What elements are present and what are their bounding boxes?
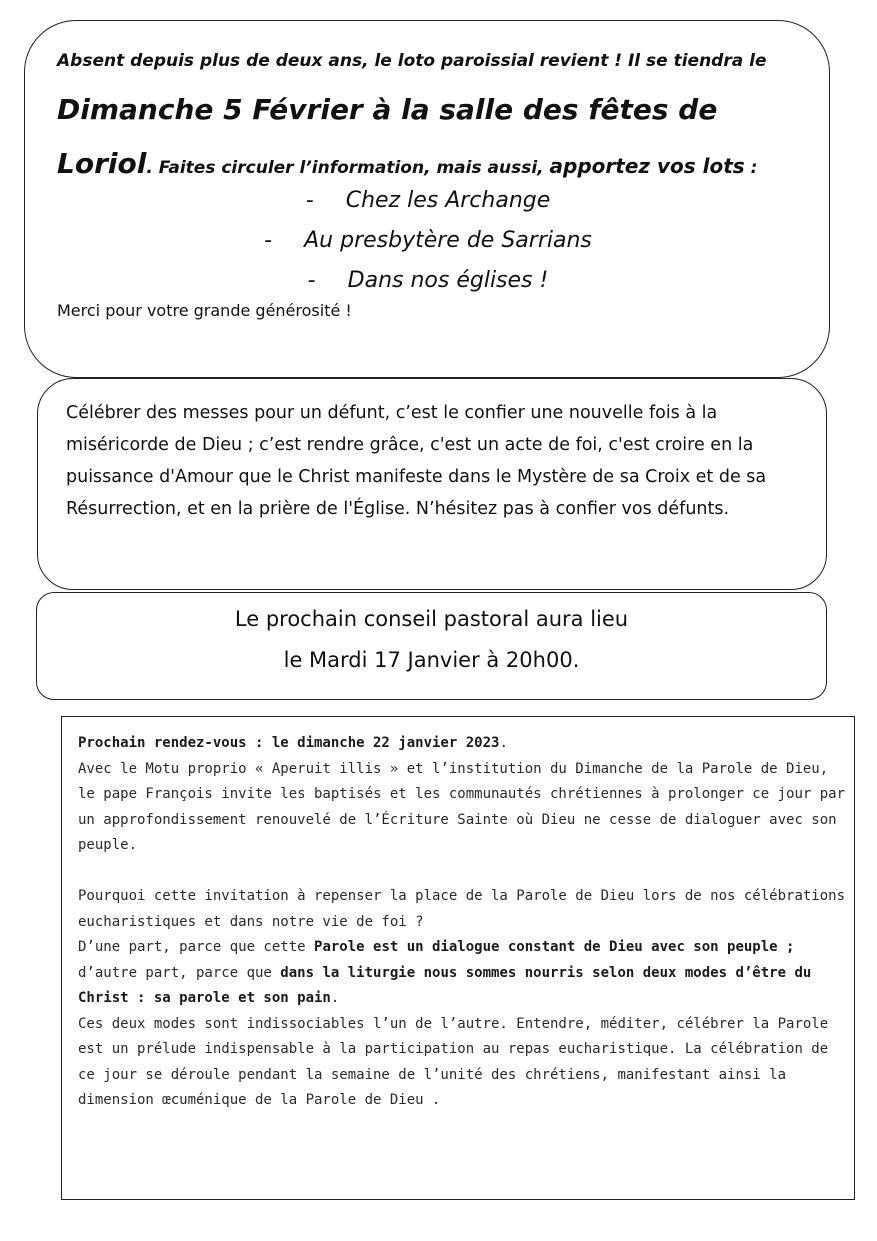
loto-thanks: Merci pour votre grande générosité !	[57, 301, 352, 320]
messes-text: Célébrer des messes pour un défunt, c’est le confier une nouvelle fois à la miséricorde de Dieu ; c’est rendre grâce, c'est un acte de foi, c'est croire en la puissance d'Amour que le Christ manifeste dans le Mystère de sa Croix et de sa Résurrection, et en la prière de l'Église. N’hésitez pas à confier vos défunts.	[66, 403, 767, 519]
loto-places-list	[25, 181, 831, 301]
rendez-vous-answer-2: d’autre part, parce que dans la liturgie nous sommes nourris selon deux modes d’être du Christ : sa parole et son pain.	[78, 964, 812, 1006]
rendez-vous-text	[78, 731, 848, 1114]
messes-box	[37, 378, 827, 590]
loto-headline	[57, 83, 817, 195]
list-item: - Au presbytère de Sarrians	[264, 228, 592, 253]
conseil-box	[36, 592, 827, 700]
rendez-vous-box	[61, 716, 855, 1200]
loto-town: Loriol	[57, 147, 147, 180]
rendez-vous-paragraph-1: Avec le Motu proprio « Aperuit illis » et l’institution du Dimanche de la Parole de Dieu, le pape François invite les baptisés et les communautés chrétiennes à prolonger ce jour par un approfondissement renouvelé de l’Écriture Sainte où Dieu ne cesse de dialoguer avec son peuple.	[78, 760, 846, 853]
list-item: - Chez les Archange	[305, 188, 551, 213]
conseil-line-2: le Mardi 17 Janvier à 20h00.	[283, 648, 580, 672]
loto-date-place: Dimanche 5 Février à la salle des fêtes de	[57, 93, 718, 126]
loto-info: . Faites circuler l’information, mais aussi,	[146, 158, 550, 178]
rendez-vous-title: Prochain rendez-vous : le dimanche 22 janvier 2023.	[78, 735, 508, 751]
list-item: - Dans nos églises !	[307, 268, 549, 293]
loto-colon: :	[744, 158, 758, 178]
loto-bring-lots: apportez vos lots	[549, 154, 745, 178]
loto-announcement-box	[24, 20, 830, 378]
rendez-vous-question: Pourquoi cette invitation à repenser la place de la Parole de Dieu lors de nos célébrations eucharistiques et dans notre vie de foi ?	[78, 888, 846, 930]
conseil-line-1: Le prochain conseil pastoral aura lieu	[234, 607, 629, 631]
rendez-vous-paragraph-3: Ces deux modes sont indissociables l’un de l’autre. Entendre, méditer, célébrer la Parole est un prélude indispensable à la participation au repas eucharistique. La célébration de ce jour se déroule pendant la semaine de l’unité des chrétiens, manifestant ainsi la dimension œcuménique de la Parole de Dieu .	[78, 1015, 829, 1108]
paragraph-gap	[78, 859, 848, 885]
rendez-vous-answer-1: D’une part, parce que cette Parole est un dialogue constant de Dieu avec son peuple ;	[78, 939, 795, 955]
loto-intro: Absent depuis plus de deux ans, le loto paroissial revient ! Il se tiendra le	[57, 51, 767, 71]
